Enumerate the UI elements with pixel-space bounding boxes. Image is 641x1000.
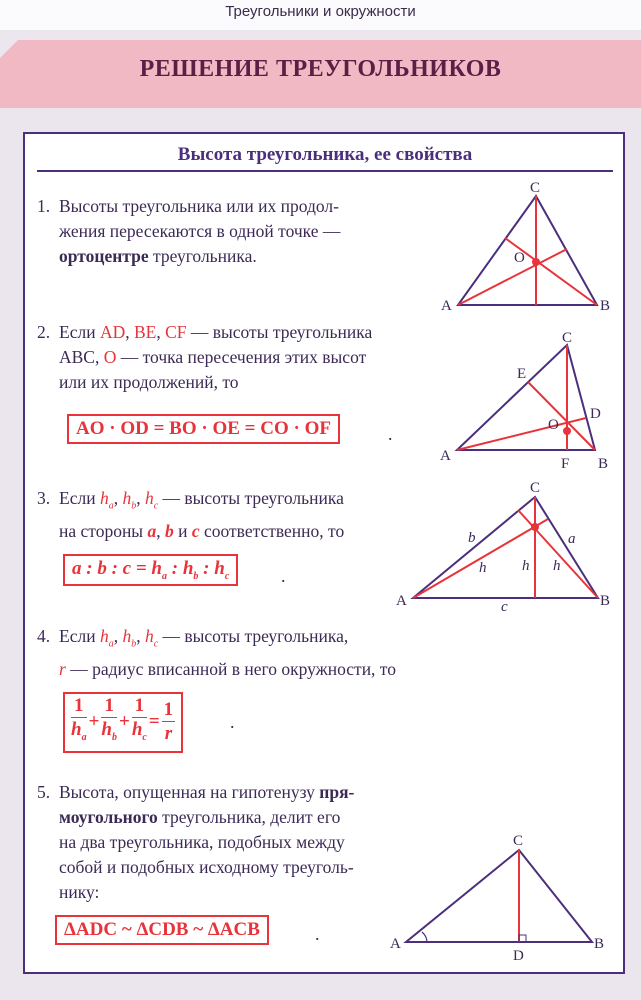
item-number: 4. xyxy=(37,626,51,646)
svg-text:c: c xyxy=(501,599,508,615)
text-line: Высоты треугольника или их продол- xyxy=(59,196,339,216)
figure-right-triangle xyxy=(390,833,604,964)
svg-text:A: A xyxy=(396,593,407,609)
item-number: 5. xyxy=(37,782,51,802)
svg-text:A: A xyxy=(390,936,401,952)
text-line: r — радиус вписанной в него окружности, то xyxy=(59,658,396,679)
text-line: на два треугольника, подобных между xyxy=(59,832,345,852)
figure-altitudes-segments xyxy=(440,330,608,472)
period: . xyxy=(281,566,286,586)
svg-text:E: E xyxy=(517,366,527,382)
text-line: ABC, O — точка пересечения этих высот xyxy=(59,347,367,367)
svg-text:b: b xyxy=(468,530,476,546)
text-line: Если AD, BE, CF — высоты треугольника xyxy=(59,322,373,342)
section-title: РЕШЕНИЕ ТРЕУГОЛЬНИКОВ xyxy=(139,56,502,82)
text-line: Если $h_a$, $h_b$, $h_c$ — высоты треугольника xyxy=(59,488,344,512)
svg-text:C: C xyxy=(513,833,524,849)
svg-text:F: F xyxy=(561,456,570,472)
text-line: ортоцентре треугольника. xyxy=(59,246,257,266)
svg-text:B: B xyxy=(594,936,605,952)
text-line: Если $h_a$, $h_b$, $h_c$ — высоты треугольника, xyxy=(59,626,349,650)
svg-text:O: O xyxy=(548,417,559,433)
text-line: Высота, опущенная на гипотенузу пря- xyxy=(59,782,355,802)
item-number: 1. xyxy=(37,196,51,216)
svg-text:C: C xyxy=(562,330,573,346)
card-title: Высота треугольника, ее свойства xyxy=(37,144,613,172)
period: . xyxy=(230,712,235,732)
svg-text:D: D xyxy=(590,406,601,422)
svg-text:A: A xyxy=(440,448,451,464)
svg-text:A: A xyxy=(441,298,452,314)
term-orthocenter: ортоцентре xyxy=(59,246,149,266)
svg-text:D: D xyxy=(513,948,524,964)
svg-text:B: B xyxy=(598,456,609,472)
text-line: или их продолжений, то xyxy=(59,372,239,392)
svg-text:a: a xyxy=(568,531,576,547)
svg-text:C: C xyxy=(530,180,541,196)
period: . xyxy=(388,424,393,444)
text-line: нику: xyxy=(59,882,100,902)
formula-box-4: $\frac{1}{h_a}$ + $\frac{1}{h_b}$ + $\frac{1}{h_c}$ = $\frac{1}{r}$ xyxy=(63,692,183,753)
text-line: на стороны a, b и c соответственно, то xyxy=(59,520,345,541)
item-number: 3. xyxy=(37,488,51,508)
svg-text:B: B xyxy=(600,593,611,609)
chapter-title: Треугольники и окружности xyxy=(225,3,416,20)
formula-box-5: ΔADC ~ ΔCDB ~ ΔACB xyxy=(55,915,269,945)
text-line: собой и подобных исходному треуголь- xyxy=(59,857,354,877)
svg-text:h: h xyxy=(479,560,487,576)
formula-box-3: a : b : $c = h_a$ : $h_b$ : $h_c$ xyxy=(63,554,238,586)
svg-text:B: B xyxy=(600,298,611,314)
svg-text:O: O xyxy=(514,250,525,266)
item-number: 2. xyxy=(37,322,51,342)
formula-box-2: AO · OD = BO · OE = CO · OF xyxy=(67,414,340,444)
text-line: моугольного треугольника, делит его xyxy=(59,807,341,827)
figure-orthocenter xyxy=(441,180,610,314)
svg-text:h: h xyxy=(522,558,530,574)
text-line: жения пересекаются в одной точке — xyxy=(59,221,341,241)
figure-sides-altitudes xyxy=(396,480,610,615)
period: . xyxy=(315,924,320,944)
svg-text:C: C xyxy=(530,480,541,496)
svg-text:h: h xyxy=(553,558,561,574)
